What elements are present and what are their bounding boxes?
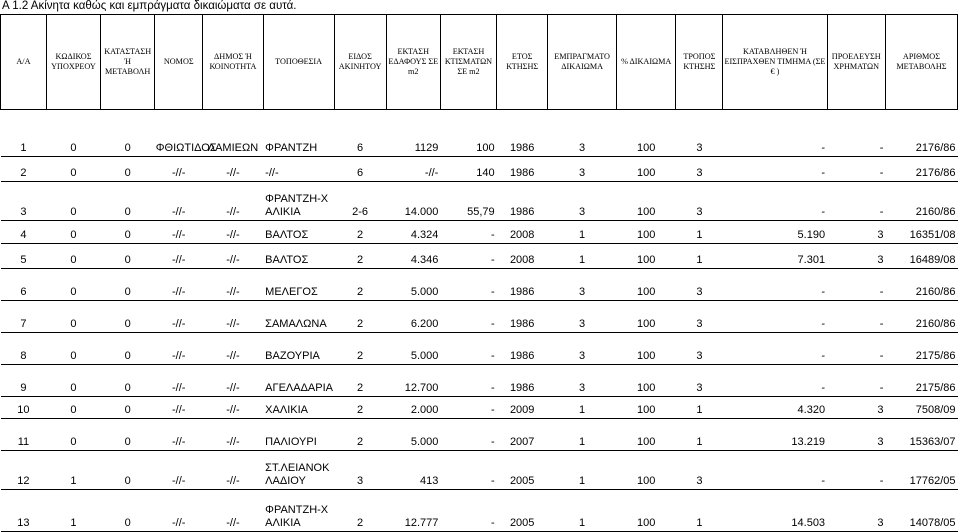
price-cell: 13.219 bbox=[723, 419, 827, 451]
municipality-cell: -//- bbox=[203, 182, 263, 221]
funds-source-cell: - bbox=[827, 301, 885, 333]
right-type-cell: 1 bbox=[548, 221, 617, 244]
acquisition-mode-cell: 1 bbox=[676, 221, 723, 244]
change-number-cell: 15363/07 bbox=[885, 419, 957, 451]
right-percent-cell: 100 bbox=[617, 221, 676, 244]
status-code-cell: 0 bbox=[101, 419, 155, 451]
funds-source-cell: - bbox=[827, 157, 885, 182]
owner-code-cell: 0 bbox=[46, 365, 100, 397]
right-type-cell: 1 bbox=[548, 244, 617, 269]
building-area-cell: - bbox=[440, 490, 496, 532]
acquisition-mode-cell: 3 bbox=[676, 301, 723, 333]
acquisition-mode-cell: 3 bbox=[676, 269, 723, 301]
acquisition-year-cell: 1986 bbox=[497, 333, 548, 365]
table-row bbox=[1, 157, 958, 182]
header-cell: ΑΡΙΘΜΟΣ ΜΕΤΑΒΟΛΗΣ bbox=[885, 15, 957, 110]
prefecture-cell: -//- bbox=[155, 333, 203, 365]
status-code-cell: 0 bbox=[101, 451, 155, 490]
change-number-cell: 2160/86 bbox=[885, 182, 957, 221]
right-type-cell: 1 bbox=[548, 451, 617, 490]
table-row bbox=[1, 244, 958, 269]
status-code-cell: 0 bbox=[101, 301, 155, 333]
change-number-cell: 2176/86 bbox=[885, 157, 957, 182]
right-percent-cell: 100 bbox=[617, 157, 676, 182]
header-cell: ΝΟΜΟΣ bbox=[155, 15, 203, 110]
header-cell: ΕΜΠΡΑΓΜΑΤΟ ΔΙΚΑΙΩΜΑ bbox=[548, 15, 617, 110]
right-type-cell: 3 bbox=[548, 301, 617, 333]
acquisition-mode-cell: 3 bbox=[676, 157, 723, 182]
location-cell: ΒΑΛΤΟΣ bbox=[263, 244, 334, 269]
building-area-cell: - bbox=[440, 397, 496, 419]
header-row bbox=[1, 15, 958, 110]
right-type-cell: 1 bbox=[548, 397, 617, 419]
land-area-cell: 4.346 bbox=[386, 244, 440, 269]
municipality-cell: -//- bbox=[203, 490, 263, 532]
price-cell: - bbox=[723, 333, 827, 365]
status-code-cell: 0 bbox=[101, 365, 155, 397]
owner-code-cell: 0 bbox=[46, 419, 100, 451]
owner-code-cell: 1 bbox=[46, 490, 100, 532]
table-row bbox=[1, 397, 958, 419]
owner-code-cell: 1 bbox=[46, 451, 100, 490]
right-percent-cell: 100 bbox=[617, 244, 676, 269]
row-number-cell: 5 bbox=[1, 244, 47, 269]
municipality-cell: -//- bbox=[203, 419, 263, 451]
property-type-cell: 2 bbox=[334, 244, 386, 269]
right-type-cell: 1 bbox=[548, 490, 617, 532]
header-cell: ΚΩΔΙΚΟΣ ΥΠΟΧΡΕΟΥ bbox=[46, 15, 100, 110]
funds-source-cell: 3 bbox=[827, 419, 885, 451]
table-row bbox=[1, 221, 958, 244]
prefecture-cell: -//- bbox=[155, 269, 203, 301]
funds-source-cell: 3 bbox=[827, 244, 885, 269]
price-cell: - bbox=[723, 269, 827, 301]
property-type-cell: 2 bbox=[334, 365, 386, 397]
land-area-cell: 12.777 bbox=[386, 490, 440, 532]
acquisition-year-cell: 2008 bbox=[497, 244, 548, 269]
acquisition-mode-cell: 1 bbox=[676, 419, 723, 451]
row-number-cell: 7 bbox=[1, 301, 47, 333]
owner-code-cell: 0 bbox=[46, 269, 100, 301]
status-code-cell: 0 bbox=[101, 110, 155, 157]
owner-code-cell: 0 bbox=[46, 333, 100, 365]
acquisition-year-cell: 2005 bbox=[497, 451, 548, 490]
municipality-cell: ΛΑΜΙΕΩΝ bbox=[203, 110, 263, 157]
acquisition-mode-cell: 1 bbox=[676, 490, 723, 532]
acquisition-year-cell: 1986 bbox=[497, 301, 548, 333]
header-cell: ΕΚΤΑΣΗ ΚΤΙΣΜΑΤΩΝ ΣΕ m2 bbox=[440, 15, 496, 110]
land-area-cell: 5.000 bbox=[386, 419, 440, 451]
municipality-cell: -//- bbox=[203, 301, 263, 333]
row-number-cell: 1 bbox=[1, 110, 47, 157]
status-code-cell: 0 bbox=[101, 244, 155, 269]
municipality-cell: -//- bbox=[203, 333, 263, 365]
table-row bbox=[1, 182, 958, 221]
land-area-cell: 413 bbox=[386, 451, 440, 490]
header-cell: ΕΙΔΟΣ ΑΚΙΝΗΤΟΥ bbox=[334, 15, 386, 110]
land-area-cell: 5.000 bbox=[386, 333, 440, 365]
change-number-cell: 14078/05 bbox=[885, 490, 957, 532]
acquisition-mode-cell: 1 bbox=[676, 397, 723, 419]
row-number-cell: 11 bbox=[1, 419, 47, 451]
land-area-cell: 14.000 bbox=[386, 182, 440, 221]
location-cell: -//- bbox=[263, 157, 334, 182]
municipality-cell: -//- bbox=[203, 269, 263, 301]
right-percent-cell: 100 bbox=[617, 110, 676, 157]
building-area-cell: - bbox=[440, 244, 496, 269]
header-cell: ΚΑΤΑΒΛΗΘΕΝ Ή ΕΙΣΠΡΑΧΘΕΝ ΤΙΜΗΜΑ (ΣΕ € ) bbox=[723, 15, 827, 110]
right-type-cell: 3 bbox=[548, 269, 617, 301]
right-percent-cell: 100 bbox=[617, 269, 676, 301]
funds-source-cell: - bbox=[827, 365, 885, 397]
right-type-cell: 3 bbox=[548, 333, 617, 365]
prefecture-cell: -//- bbox=[155, 397, 203, 419]
land-area-cell: 6.200 bbox=[386, 301, 440, 333]
owner-code-cell: 0 bbox=[46, 157, 100, 182]
building-area-cell: - bbox=[440, 221, 496, 244]
acquisition-year-cell: 1986 bbox=[497, 110, 548, 157]
acquisition-year-cell: 1986 bbox=[497, 269, 548, 301]
land-area-cell: 2.000 bbox=[386, 397, 440, 419]
funds-source-cell: - bbox=[827, 182, 885, 221]
price-cell: 14.503 bbox=[723, 490, 827, 532]
property-type-cell: 2 bbox=[334, 333, 386, 365]
right-percent-cell: 100 bbox=[617, 490, 676, 532]
row-number-cell: 10 bbox=[1, 397, 47, 419]
header-cell: % ΔΙΚΑΙΩΜΑ bbox=[617, 15, 676, 110]
funds-source-cell: - bbox=[827, 269, 885, 301]
land-area-cell: -//- bbox=[386, 157, 440, 182]
right-percent-cell: 100 bbox=[617, 333, 676, 365]
building-area-cell: - bbox=[440, 301, 496, 333]
price-cell: 7.301 bbox=[723, 244, 827, 269]
location-cell: ΦΡΑΝΤΖΗ-ΧΑΛΙΚΙΑ bbox=[263, 490, 334, 532]
header-cell: ΤΡΟΠΟΣ ΚΤΗΣΗΣ bbox=[676, 15, 723, 110]
price-cell: 4.320 bbox=[723, 397, 827, 419]
funds-source-cell: - bbox=[827, 451, 885, 490]
header-cell: ΔΗΜΟΣ Ή ΚΟΙΝΟΤΗΤΑ bbox=[203, 15, 263, 110]
row-number-cell: 6 bbox=[1, 269, 47, 301]
acquisition-year-cell: 2008 bbox=[497, 221, 548, 244]
change-number-cell: 16489/08 bbox=[885, 244, 957, 269]
row-number-cell: 12 bbox=[1, 451, 47, 490]
building-area-cell: - bbox=[440, 419, 496, 451]
building-area-cell: - bbox=[440, 451, 496, 490]
table-row bbox=[1, 490, 958, 532]
location-cell: ΠΑΛΙΟΥΡΙ bbox=[263, 419, 334, 451]
status-code-cell: 0 bbox=[101, 269, 155, 301]
status-code-cell: 0 bbox=[101, 182, 155, 221]
funds-source-cell: 3 bbox=[827, 397, 885, 419]
owner-code-cell: 0 bbox=[46, 397, 100, 419]
municipality-cell: -//- bbox=[203, 244, 263, 269]
right-percent-cell: 100 bbox=[617, 301, 676, 333]
price-cell: - bbox=[723, 110, 827, 157]
owner-code-cell: 0 bbox=[46, 301, 100, 333]
price-cell: - bbox=[723, 301, 827, 333]
land-area-cell: 5.000 bbox=[386, 269, 440, 301]
location-cell: ΧΑΛΙΚΙΑ bbox=[263, 397, 334, 419]
property-type-cell: 2-6 bbox=[334, 182, 386, 221]
acquisition-year-cell: 2007 bbox=[497, 419, 548, 451]
owner-code-cell: 0 bbox=[46, 182, 100, 221]
property-type-cell: 6 bbox=[334, 157, 386, 182]
table-row bbox=[1, 365, 958, 397]
acquisition-year-cell: 1986 bbox=[497, 157, 548, 182]
change-number-cell: 7508/09 bbox=[885, 397, 957, 419]
location-cell: ΣΤ.ΛΕΙΑΝΟΚΛΑΔΙΟΥ bbox=[263, 451, 334, 490]
prefecture-cell: -//- bbox=[155, 451, 203, 490]
property-type-cell: 2 bbox=[334, 490, 386, 532]
table-row bbox=[1, 269, 958, 301]
municipality-cell: -//- bbox=[203, 157, 263, 182]
change-number-cell: 16351/08 bbox=[885, 221, 957, 244]
owner-code-cell: 0 bbox=[46, 244, 100, 269]
price-cell: - bbox=[723, 182, 827, 221]
location-cell: ΦΡΑΝΤΖΗ bbox=[263, 110, 334, 157]
right-type-cell: 3 bbox=[548, 157, 617, 182]
prefecture-cell: ΦΘΙΩΤΙΔΟΣ bbox=[155, 110, 203, 157]
funds-source-cell: 3 bbox=[827, 221, 885, 244]
right-percent-cell: 100 bbox=[617, 365, 676, 397]
building-area-cell: 100 bbox=[440, 110, 496, 157]
funds-source-cell: - bbox=[827, 333, 885, 365]
land-area-cell: 1129 bbox=[386, 110, 440, 157]
status-code-cell: 0 bbox=[101, 157, 155, 182]
table-row bbox=[1, 301, 958, 333]
row-number-cell: 3 bbox=[1, 182, 47, 221]
row-number-cell: 2 bbox=[1, 157, 47, 182]
header-cell: ΕΤΟΣ ΚΤΗΣΗΣ bbox=[497, 15, 548, 110]
row-number-cell: 13 bbox=[1, 490, 47, 532]
land-area-cell: 12.700 bbox=[386, 365, 440, 397]
price-cell: - bbox=[723, 157, 827, 182]
location-cell: ΜΕΛΕΓΟΣ bbox=[263, 269, 334, 301]
table-row bbox=[1, 451, 958, 490]
acquisition-year-cell: 1986 bbox=[497, 365, 548, 397]
header-cell: ΠΡΟΕΛΕΥΣΗ ΧΡΗΜΑΤΩΝ bbox=[827, 15, 885, 110]
right-type-cell: 3 bbox=[548, 182, 617, 221]
change-number-cell: 2175/86 bbox=[885, 333, 957, 365]
price-cell: - bbox=[723, 365, 827, 397]
property-type-cell: 3 bbox=[334, 451, 386, 490]
acquisition-mode-cell: 1 bbox=[676, 244, 723, 269]
prefecture-cell: -//- bbox=[155, 301, 203, 333]
header-cell: ΚΑΤΑΣΤΑΣΗ Ή ΜΕΤΑΒΟΛΗ bbox=[101, 15, 155, 110]
municipality-cell: -//- bbox=[203, 451, 263, 490]
prefecture-cell: -//- bbox=[155, 221, 203, 244]
location-cell: ΣΑΜΑΛΩΝΑ bbox=[263, 301, 334, 333]
assets-table bbox=[0, 14, 958, 532]
location-cell: ΦΡΑΝΤΖΗ-ΧΑΛΙΚΙΑ bbox=[263, 182, 334, 221]
property-type-cell: 2 bbox=[334, 397, 386, 419]
land-area-cell: 4.324 bbox=[386, 221, 440, 244]
table-row bbox=[1, 110, 958, 157]
acquisition-mode-cell: 3 bbox=[676, 365, 723, 397]
building-area-cell: - bbox=[440, 365, 496, 397]
prefecture-cell: -//- bbox=[155, 419, 203, 451]
price-cell: - bbox=[723, 451, 827, 490]
funds-source-cell: - bbox=[827, 110, 885, 157]
acquisition-mode-cell: 3 bbox=[676, 451, 723, 490]
prefecture-cell: -//- bbox=[155, 365, 203, 397]
header-cell: ΤΟΠΟΘΕΣΙΑ bbox=[263, 15, 334, 110]
change-number-cell: 17762/05 bbox=[885, 451, 957, 490]
change-number-cell: 2160/86 bbox=[885, 269, 957, 301]
price-cell: 5.190 bbox=[723, 221, 827, 244]
municipality-cell: -//- bbox=[203, 365, 263, 397]
header-cell: ΕΚΤΑΣΗ ΕΔΑΦΟΥΣ ΣΕ m2 bbox=[386, 15, 440, 110]
acquisition-mode-cell: 3 bbox=[676, 110, 723, 157]
prefecture-cell: -//- bbox=[155, 182, 203, 221]
right-percent-cell: 100 bbox=[617, 182, 676, 221]
right-percent-cell: 100 bbox=[617, 419, 676, 451]
status-code-cell: 0 bbox=[101, 490, 155, 532]
acquisition-mode-cell: 3 bbox=[676, 182, 723, 221]
row-number-cell: 9 bbox=[1, 365, 47, 397]
header-cell: Α/Α bbox=[1, 15, 47, 110]
right-type-cell: 3 bbox=[548, 365, 617, 397]
row-number-cell: 8 bbox=[1, 333, 47, 365]
table-row bbox=[1, 333, 958, 365]
funds-source-cell: 3 bbox=[827, 490, 885, 532]
building-area-cell: - bbox=[440, 333, 496, 365]
prefecture-cell: -//- bbox=[155, 490, 203, 532]
building-area-cell: 140 bbox=[440, 157, 496, 182]
right-percent-cell: 100 bbox=[617, 397, 676, 419]
acquisition-year-cell: 1986 bbox=[497, 182, 548, 221]
building-area-cell: 55,79 bbox=[440, 182, 496, 221]
acquisition-year-cell: 2009 bbox=[497, 397, 548, 419]
page-title: Α 1.2 Ακίνητα καθώς και εμπράγματα δικαιώματα σε αυτά. bbox=[2, 0, 297, 12]
owner-code-cell: 0 bbox=[46, 221, 100, 244]
right-type-cell: 1 bbox=[548, 419, 617, 451]
right-type-cell: 3 bbox=[548, 110, 617, 157]
change-number-cell: 2160/86 bbox=[885, 301, 957, 333]
municipality-cell: -//- bbox=[203, 221, 263, 244]
right-percent-cell: 100 bbox=[617, 451, 676, 490]
acquisition-year-cell: 2005 bbox=[497, 490, 548, 532]
location-cell: ΒΑΛΤΟΣ bbox=[263, 221, 334, 244]
status-code-cell: 0 bbox=[101, 221, 155, 244]
table-row bbox=[1, 419, 958, 451]
property-type-cell: 2 bbox=[334, 419, 386, 451]
status-code-cell: 0 bbox=[101, 333, 155, 365]
property-type-cell: 2 bbox=[334, 221, 386, 244]
prefecture-cell: -//- bbox=[155, 244, 203, 269]
property-type-cell: 6 bbox=[334, 110, 386, 157]
location-cell: ΒΑΖΟΥΡΙΑ bbox=[263, 333, 334, 365]
location-cell: ΑΓΕΛΑΔΑΡΙΑ bbox=[263, 365, 334, 397]
change-number-cell: 2176/86 bbox=[885, 110, 957, 157]
owner-code-cell: 0 bbox=[46, 110, 100, 157]
municipality-cell: -//- bbox=[203, 397, 263, 419]
property-type-cell: 2 bbox=[334, 269, 386, 301]
property-type-cell: 2 bbox=[334, 301, 386, 333]
row-number-cell: 4 bbox=[1, 221, 47, 244]
building-area-cell: - bbox=[440, 269, 496, 301]
status-code-cell: 0 bbox=[101, 397, 155, 419]
acquisition-mode-cell: 3 bbox=[676, 333, 723, 365]
prefecture-cell: -//- bbox=[155, 157, 203, 182]
change-number-cell: 2175/86 bbox=[885, 365, 957, 397]
